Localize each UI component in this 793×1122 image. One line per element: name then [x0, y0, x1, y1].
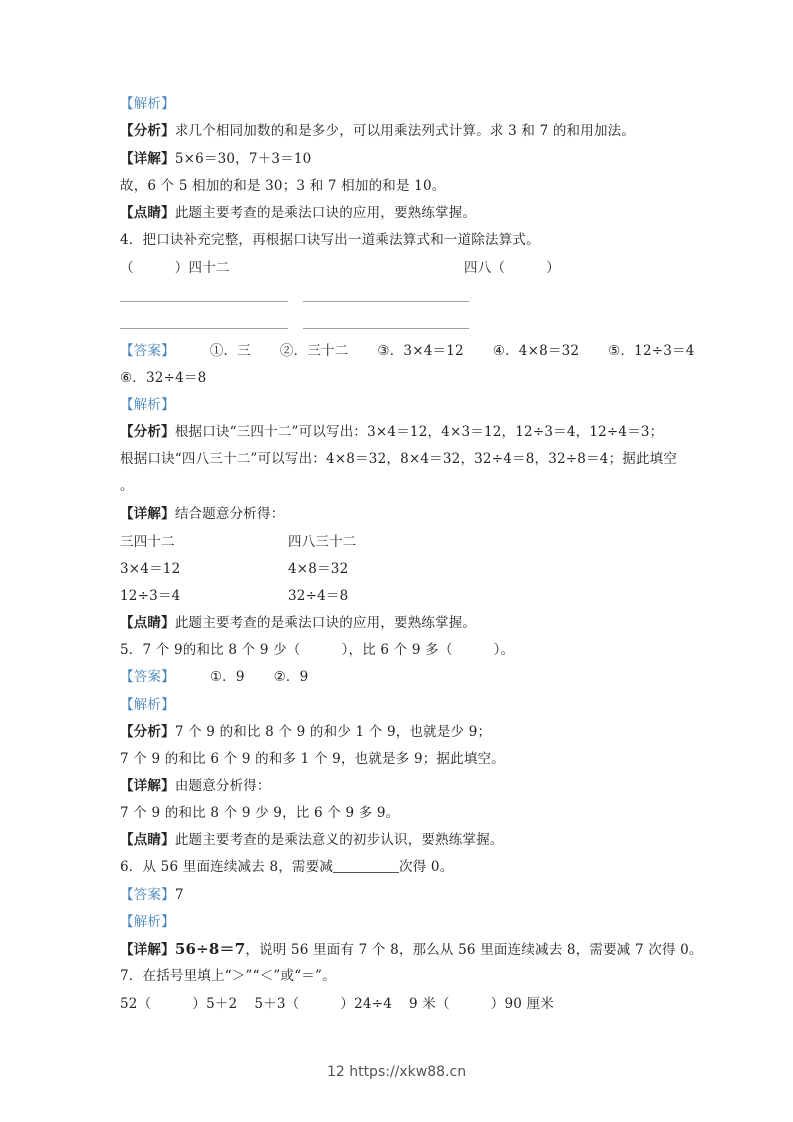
conclusion-text: 故，6 个 5 相加的和是 30；3 和 7 相加的和是 10。 [120, 178, 446, 194]
dianjing-label: 【点睛】 [120, 832, 175, 848]
q4-fenxi-line-2 [120, 450, 677, 468]
q4-fenxi-line-3 [120, 477, 134, 495]
q4-right-blank[interactable]: 四八（ ） [464, 260, 560, 276]
table-cell: 32÷4＝8 [288, 588, 349, 604]
q4-table-row-1 [120, 533, 175, 551]
jiexi-label: 【解析】 [120, 96, 175, 112]
jiexi-label: 【解析】 [120, 697, 175, 713]
q5-question-text: 5．7 个 9的和比 8 个 9 少（ ），比 6 个 9 多（ ）。 [120, 642, 515, 658]
q6-jiexi-heading [120, 913, 175, 931]
q7-question-text: 7．在括号里填上“＞”“＜”或“＝”。 [120, 968, 336, 984]
q5-xiangjie-line-2 [120, 804, 399, 822]
jiexi-label: 【解析】 [120, 914, 175, 930]
q6-question-before: 6．从 56 里面连续减去 8，需要减 [120, 859, 334, 875]
xiangjie-text-2: 7 个 9 的和比 8 个 9 少 9，比 6 个 9 多 9。 [120, 805, 400, 821]
q5-fenxi-line-1 [120, 723, 491, 741]
answer-line-3[interactable] [120, 328, 288, 329]
fenxi-text-2: 根据口诀“四八三十二”可以写出：4×8＝32，8×4＝32，32÷4＝8，32÷8＝4；据此填空 [120, 451, 678, 467]
q6-answer: 7 [174, 887, 184, 903]
xiangjie-label: 【详解】 [120, 506, 175, 522]
q4-jiexi-heading [120, 396, 175, 414]
q4-xiangjie-line [120, 505, 284, 523]
page-footer [0, 1064, 793, 1080]
q4-fenxi-line-1 [120, 423, 663, 441]
table-cell: 三四十二 [120, 534, 175, 550]
fenxi-line [120, 122, 635, 140]
q7-item-2[interactable]: 5＋3（ ）24÷4 [254, 996, 393, 1012]
q6-question [120, 858, 453, 876]
q4-answer-line [120, 342, 695, 360]
dianjing-text: 此题主要考查的是乘法口诀的应用，要熟练掌握。 [174, 615, 477, 631]
fenxi-label: 【分析】 [120, 724, 175, 740]
fenxi-text: 7 个 9 的和比 8 个 9 的和少 1 个 9，也就是少 9； [174, 724, 492, 740]
xiangjie-text: 由题意分析得： [174, 778, 271, 794]
q6-fill-blank[interactable] [333, 858, 399, 873]
fenxi-label: 【分析】 [120, 123, 175, 139]
q5-jiexi-heading [120, 696, 175, 714]
xiangjie-line [120, 150, 311, 168]
dianjing-line [120, 204, 476, 222]
q4-answer-2: ②．三十二 [279, 343, 349, 359]
answer-label: 【答案】 [120, 887, 175, 903]
q4-table-row-2 [120, 560, 180, 578]
dianjing-label: 【点睛】 [120, 205, 175, 221]
xiangjie-math: 56÷8＝7 [174, 940, 246, 958]
answer-label: 【答案】 [120, 343, 175, 359]
q5-xiangjie-line [120, 777, 271, 795]
table-cell: 3×4＝12 [120, 561, 181, 577]
q4-answer-6: ⑥．32÷4＝8 [120, 370, 207, 386]
q4-left-blank[interactable]: （ ）四十二 [120, 260, 230, 276]
q7-item-1[interactable]: 52（ ）5＋2 [120, 996, 238, 1012]
answer-line-4[interactable] [303, 328, 469, 329]
q5-dianjing-line [120, 831, 504, 849]
conclusion-line [120, 177, 445, 195]
jiexi-label: 【解析】 [120, 397, 175, 413]
fenxi-label: 【分析】 [120, 424, 175, 440]
q4-table-row-2-col2 [288, 560, 348, 578]
q5-answer-1: ①．9 [209, 669, 245, 685]
table-cell: 4×8＝32 [288, 561, 349, 577]
answer-label: 【答案】 [120, 669, 175, 685]
q4-answer-4: ④．4×8＝32 [492, 343, 580, 359]
xiangjie-text: ，说明 56 里面有 7 个 8，那么从 56 里面连续减去 8，需要减 7 次得 0。 [245, 942, 703, 958]
dianjing-text: 此题主要考查的是乘法意义的初步认识，要熟练掌握。 [174, 832, 504, 848]
q7-question [120, 967, 336, 985]
xiangjie-label: 【详解】 [120, 942, 175, 958]
q7-item-3[interactable]: 9 米（ ）90 厘米 [409, 996, 554, 1012]
q4-table-row-1-col2 [288, 533, 357, 551]
dianjing-label: 【点睛】 [120, 615, 175, 631]
q6-xiangjie-line [120, 940, 703, 959]
q4-question [120, 231, 540, 249]
q4-answer-5: ⑤．12÷3＝4 [608, 343, 695, 359]
answer-line-2[interactable] [303, 301, 469, 302]
answer-line-1[interactable] [120, 301, 288, 302]
q7-items-row [120, 995, 554, 1013]
xiangjie-label: 【详解】 [120, 151, 175, 167]
q4-answer-line-2 [120, 369, 206, 387]
q4-blanks-row [120, 259, 230, 277]
q4-dianjing-line [120, 614, 476, 632]
fenxi-text: 根据口诀“三四十二”可以写出：3×4＝12，4×3＝12，12÷3＝4，12÷4＝3； [174, 424, 664, 440]
q4-table-row-3-col2 [288, 587, 348, 605]
table-cell: 四八三十二 [288, 534, 357, 550]
jiexi-heading [120, 95, 175, 113]
fenxi-text-2: 7 个 9 的和比 6 个 9 的和多 1 个 9，也就是多 9；据此填空。 [120, 751, 505, 767]
dianjing-text: 此题主要考查的是乘法口诀的应用，要熟练掌握。 [174, 205, 477, 221]
q5-fenxi-line-2 [120, 750, 505, 768]
table-cell: 12÷3＝4 [120, 588, 181, 604]
q4-question-text: 4．把口诀补充完整，再根据口诀写出一道乘法算式和一道除法算式。 [120, 232, 540, 248]
footer-text: 12 https://xkw88.cn [326, 1064, 467, 1080]
q4-answer-1: ①．三 [209, 343, 251, 359]
q5-answer-2: ②．9 [273, 669, 309, 685]
q4-table-row-3 [120, 587, 180, 605]
xiangjie-text: 5×6＝30，7＋3＝10 [174, 151, 312, 167]
xiangjie-label: 【详解】 [120, 778, 175, 794]
xiangjie-text: 结合题意分析得： [174, 506, 285, 522]
q5-answer-line [120, 668, 308, 686]
fenxi-text: 求几个相同加数的和是多少，可以用乘法列式计算。求 3 和 7 的和用加法。 [174, 123, 636, 139]
q4-answer-3: ③．3×4＝12 [377, 343, 464, 359]
q6-answer-line [120, 886, 184, 904]
q5-question [120, 641, 514, 659]
q6-question-after: 次得 0。 [399, 859, 454, 875]
fenxi-text-3: 。 [120, 478, 134, 494]
q4-right-blank-row [464, 259, 560, 277]
